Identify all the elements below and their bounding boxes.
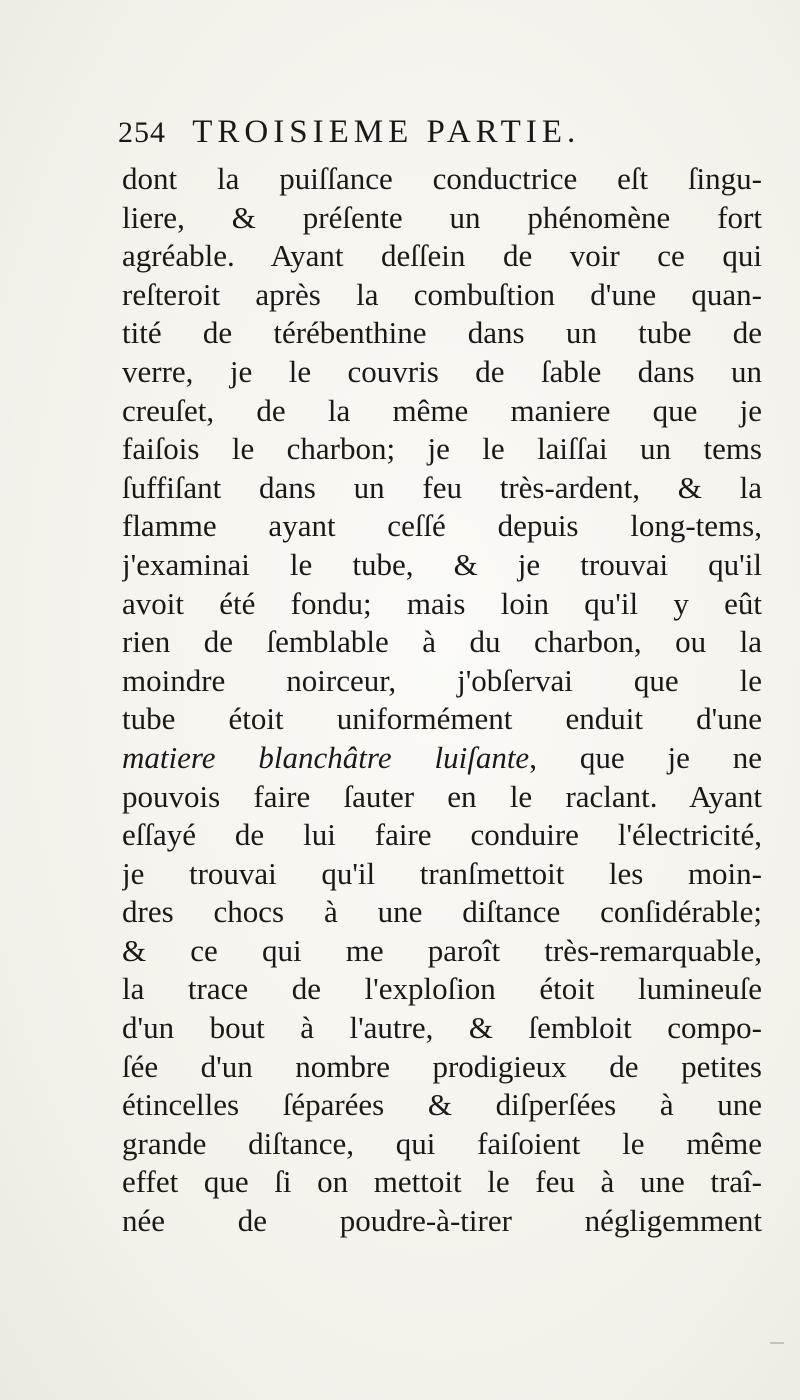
text-line: effet que ſi on mettoit le feu à une traî- (122, 1164, 762, 1200)
text-line: agréable. Ayant deſſein de voir ce qui (122, 238, 762, 274)
text-line: faiſois le charbon; je le laiſſai un tems (122, 431, 762, 467)
text-line: creuſet, de la même maniere que je (122, 392, 762, 428)
page-header (118, 110, 758, 154)
text-line: dres chocs à une diſtance conſidérable; (122, 894, 762, 930)
text-line: rien de ſemblable à du charbon, ou la (122, 624, 762, 660)
text-line: née de poudre-à-tirer négligemment (122, 1203, 762, 1239)
text-line: dont la puiſſance conductrice eſt ſingu- (122, 161, 762, 196)
text-line: ſuffiſant dans un feu très-ardent, & la (122, 469, 762, 505)
text-line: tube étoit uniformément enduit d'une (122, 701, 762, 737)
text-line: liere, & préſente un phénomène fort (122, 199, 762, 235)
text-line: pouvois faire ſauter en le raclant. Ayant (122, 778, 762, 814)
text-line: eſſayé de lui faire conduire l'électricité, (122, 817, 762, 853)
text-line: j'examinai le tube, & je trouvai qu'il (122, 546, 762, 582)
text-line: flamme ayant ceſſé depuis long-tems, (122, 508, 762, 544)
text-line: reſteroit après la combuſtion d'une quan- (122, 276, 762, 312)
text-line-italic (122, 739, 762, 778)
italic-phrase: matiere blanchâtre luiſante (122, 739, 530, 775)
text-line: étincelles ſéparées & diſperſées à une (122, 1087, 762, 1123)
text-line: moindre noirceur, j'obſervai que le (122, 662, 762, 698)
text-line: je trouvai qu'il tranſmettoit les moin- (122, 855, 762, 891)
italic-line-tail: , que je ne (529, 739, 762, 775)
text-line: avoit été fondu; mais loin qu'il y eût (122, 585, 762, 621)
text-line: la trace de l'exploſion étoit lumineuſe (122, 971, 762, 1007)
text-line: ſée d'un nombre prodigieux de petites (122, 1048, 762, 1084)
text-line: & ce qui me paroît très-remarquable, (122, 932, 762, 968)
running-title: TROISIEME PARTIE. (192, 114, 581, 150)
text-line: grande diſtance, qui faiſoient le même (122, 1125, 762, 1161)
margin-mark (770, 1342, 784, 1344)
text-line: verre, je le couvris de ſable dans un (122, 353, 762, 389)
page-number: 254 (118, 116, 166, 149)
text-line: d'un bout à l'autre, & ſembloit compo- (122, 1010, 762, 1046)
text-line: tité de térébenthine dans un tube de (122, 315, 762, 351)
body-text (122, 160, 762, 1241)
